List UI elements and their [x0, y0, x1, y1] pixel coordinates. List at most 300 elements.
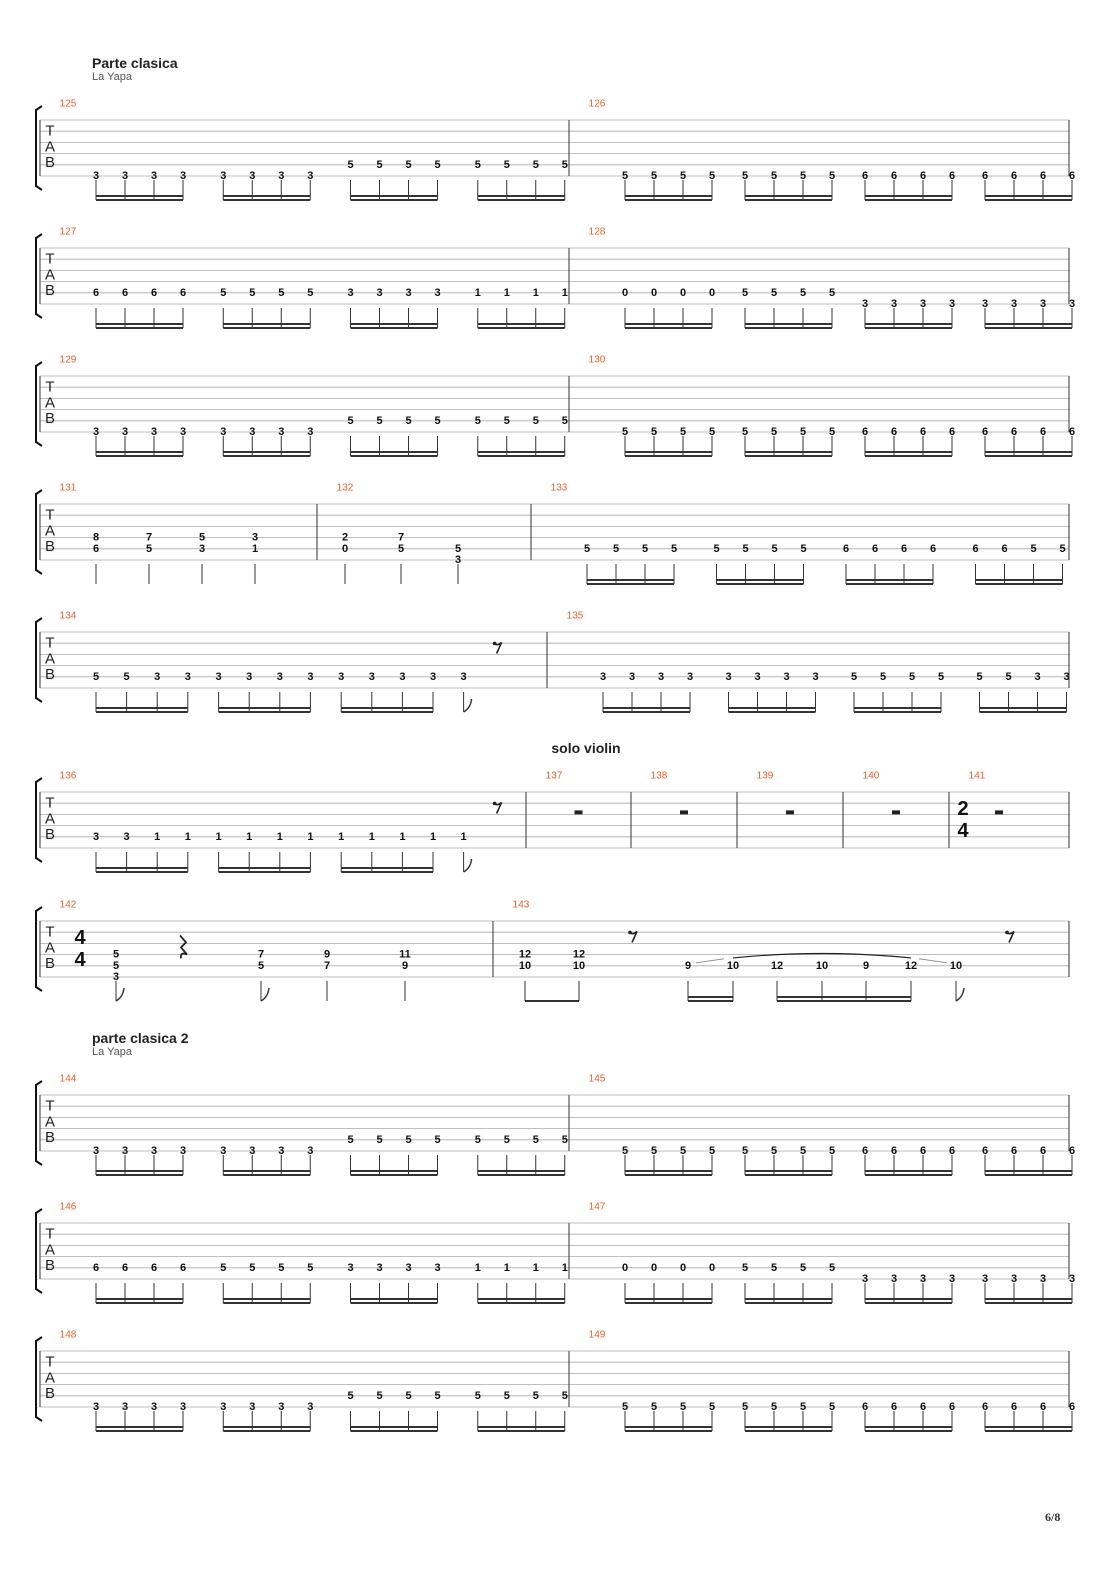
measure-133: [551, 483, 1066, 585]
fret-number: 3: [347, 286, 354, 299]
fret-number: 5: [583, 542, 591, 555]
tab-letter: B: [44, 955, 56, 973]
fret-number: 3: [150, 1145, 158, 1157]
tab-letter: A: [44, 1241, 56, 1259]
measure-number: 145: [588, 1073, 606, 1085]
fret-number: 6: [1010, 1145, 1018, 1157]
fret-number: 3: [123, 830, 130, 843]
fret-number: 3: [399, 670, 406, 683]
fret-number: 3: [249, 170, 256, 182]
tab-letter: T: [45, 923, 55, 941]
section-title: parte clasica 2: [92, 1030, 189, 1046]
fret-number: 5: [828, 1261, 836, 1274]
fret-number: 6: [1010, 1401, 1018, 1413]
fret-number: 3: [92, 426, 100, 438]
fret-number: 5: [850, 670, 858, 683]
fret-number: 5: [503, 1133, 510, 1146]
fret-number: 3: [405, 286, 412, 299]
fret-number: 3: [179, 426, 187, 438]
tab-letter: B: [44, 1129, 56, 1147]
fret-number: 6: [948, 1145, 956, 1157]
fret-number: 1: [307, 830, 314, 843]
tab-letter: A: [44, 522, 56, 540]
fret-number: 5: [976, 670, 983, 683]
measure-126: [589, 99, 1075, 201]
fret-number: 5: [376, 158, 383, 171]
fret-number: 3: [429, 670, 437, 683]
fret-number: 3: [198, 542, 206, 555]
fret-number: 5: [741, 170, 749, 182]
fret-number: 3: [1068, 1273, 1076, 1285]
tab-letter: A: [44, 1369, 56, 1387]
fret-number: 1: [154, 830, 161, 843]
fret-number: 10: [726, 959, 740, 972]
tab-system: [36, 483, 1069, 585]
fret-number: 6: [1039, 170, 1047, 182]
fret-number: 6: [948, 170, 956, 182]
fret-number: 5: [474, 1389, 481, 1402]
fret-number: 5: [405, 1389, 412, 1402]
fret-number: 5: [799, 426, 807, 438]
fret-number: 5: [679, 1145, 687, 1157]
fret-number: 5: [713, 542, 720, 555]
fret-number: 5: [474, 158, 481, 171]
fret-number: 3: [249, 1401, 256, 1413]
fret-number: 5: [532, 1389, 539, 1402]
fret-number: 6: [890, 170, 898, 182]
fret-number: 6: [919, 426, 927, 438]
fret-number: 5: [198, 531, 206, 544]
measure-number: 130: [588, 354, 606, 366]
tab-system: [36, 1330, 1075, 1432]
fret-number: 3: [179, 1401, 187, 1413]
fret-number: 1: [561, 1261, 568, 1274]
fret-number: 3: [405, 1261, 412, 1274]
fret-number: 3: [112, 971, 120, 983]
fret-number: 6: [981, 426, 989, 438]
half-rest: [995, 810, 1003, 814]
measure-number: 146: [59, 1201, 77, 1213]
fret-number: 6: [919, 1401, 927, 1413]
fret-number: 5: [376, 1133, 383, 1146]
fret-number: 3: [179, 170, 187, 182]
fret-number: 3: [1034, 670, 1041, 683]
fret-number: 5: [561, 414, 568, 427]
fret-number: 5: [828, 1401, 836, 1413]
fret-number: 6: [919, 1145, 927, 1157]
measure-number: 142: [59, 899, 77, 911]
fret-number: 10: [518, 959, 532, 972]
system-bracket: [36, 907, 42, 991]
measure-number: 144: [59, 1073, 77, 1085]
fret-number: 2: [341, 531, 349, 544]
fret-number: 6: [861, 1145, 869, 1157]
system-bracket: [36, 234, 42, 318]
measure-129: [60, 355, 568, 457]
fret-number: 1: [474, 1261, 481, 1274]
fret-number: 7: [323, 959, 331, 972]
fret-number: 5: [397, 542, 405, 555]
measure-135: [567, 611, 1070, 713]
fret-number: 6: [92, 542, 100, 555]
fret-number: 6: [179, 286, 187, 299]
fret-number: 5: [770, 426, 778, 438]
fret-number: 5: [278, 1261, 285, 1274]
fret-number: 5: [650, 1145, 658, 1157]
system-bracket: [36, 490, 42, 574]
fret-number: 5: [770, 170, 778, 182]
fret-number: 3: [184, 670, 191, 683]
fret-number: 3: [434, 1261, 441, 1274]
fret-number: 3: [121, 1401, 129, 1413]
tab-letter: T: [45, 250, 55, 268]
half-rest: [892, 810, 900, 814]
fret-number: 5: [503, 414, 510, 427]
fret-number: 5: [708, 1401, 716, 1413]
fret-number: 3: [307, 426, 314, 438]
fret-number: 3: [1039, 1273, 1047, 1285]
fret-number: 3: [725, 670, 732, 683]
fret-number: 5: [800, 542, 807, 555]
half-rest: [575, 810, 583, 814]
fret-number: 3: [338, 670, 345, 683]
fret-number: 3: [599, 670, 607, 683]
eighth-rest-dot: [493, 802, 497, 806]
section-artist: La Yapa: [92, 71, 132, 83]
fret-number: 3: [460, 670, 467, 683]
measure-number: 143: [512, 899, 530, 911]
fret-number: 9: [862, 959, 870, 972]
fret-number: 5: [405, 414, 412, 427]
fret-number: 6: [121, 1261, 129, 1274]
fret-number: 6: [861, 170, 869, 182]
fret-number: 5: [123, 670, 130, 683]
fret-number: 5: [742, 542, 749, 555]
fret-number: 5: [770, 1261, 778, 1274]
fret-number: 6: [948, 426, 956, 438]
tab-letter: T: [45, 634, 55, 652]
fret-number: 5: [561, 1389, 568, 1402]
fret-number: 5: [770, 1145, 778, 1157]
measure-148: [60, 1330, 568, 1432]
fret-number: 1: [338, 830, 345, 843]
fret-number: 1: [503, 1261, 510, 1274]
fret-number: 3: [981, 1273, 989, 1285]
note-flag: [464, 859, 472, 872]
measure-number: 127: [59, 226, 77, 238]
tab-letter: B: [44, 410, 56, 428]
fret-number: 6: [981, 170, 989, 182]
fret-number: 6: [1068, 1401, 1076, 1413]
fret-number: 5: [92, 670, 100, 683]
fret-number: 5: [220, 286, 227, 299]
fret-number: 3: [220, 170, 227, 182]
fret-number: 5: [434, 158, 441, 171]
fret-number: 0: [679, 286, 687, 299]
fret-number: 5: [220, 1261, 227, 1274]
measure-127: [60, 227, 568, 329]
note-flag: [464, 699, 472, 712]
tab-system: [36, 355, 1075, 457]
fret-number: 5: [770, 286, 778, 299]
tab-letter: T: [45, 794, 55, 812]
slide-line: [919, 959, 947, 963]
fret-number: 6: [1068, 1145, 1076, 1157]
fret-number: 5: [708, 426, 716, 438]
fret-number: 3: [179, 1145, 187, 1157]
fret-number: 5: [828, 1145, 836, 1157]
fret-number: 0: [621, 1261, 629, 1274]
fret-number: 5: [799, 1261, 807, 1274]
fret-number: 6: [1039, 1145, 1047, 1157]
fret-number: 3: [948, 298, 956, 310]
fret-number: 5: [650, 426, 658, 438]
fret-number: 3: [307, 670, 314, 683]
measure-149: [589, 1330, 1075, 1432]
fret-number: 3: [307, 170, 314, 182]
measure-number: 125: [59, 98, 77, 110]
system-bracket: [36, 106, 42, 190]
fret-number: 10: [949, 959, 963, 972]
tab-letter: B: [44, 154, 56, 172]
tab-letter: T: [45, 1353, 55, 1371]
fret-number: 1: [246, 830, 253, 843]
fret-number: 3: [249, 426, 256, 438]
fret-number: 6: [121, 286, 129, 299]
fret-number: 1: [368, 830, 375, 843]
fret-number: 5: [1005, 670, 1012, 683]
fret-number: 5: [641, 542, 649, 555]
fret-number: 3: [92, 830, 100, 843]
fret-number: 3: [278, 426, 285, 438]
half-rest: [786, 810, 794, 814]
fret-number: 3: [783, 670, 790, 683]
fret-number: 5: [347, 158, 354, 171]
measure-145: [589, 1074, 1075, 1176]
tab-letter: A: [44, 939, 56, 957]
fret-number: 3: [1010, 1273, 1018, 1285]
fret-number: 1: [561, 286, 568, 299]
fret-number: 5: [937, 670, 945, 683]
fret-number: 5: [670, 542, 678, 555]
fret-number: 6: [871, 542, 879, 555]
measure-number: 137: [545, 770, 563, 782]
tab-system: [36, 1074, 1075, 1176]
fret-number: 3: [948, 1273, 956, 1285]
measure-131: [60, 483, 258, 585]
fret-number: 6: [981, 1401, 989, 1413]
fret-number: 12: [572, 948, 586, 961]
fret-number: 7: [145, 531, 153, 544]
tab-letter: B: [44, 666, 56, 684]
note-flag: [261, 988, 269, 1001]
fret-number: 5: [532, 1133, 539, 1146]
tab-letter: A: [44, 1113, 56, 1131]
fret-number: 5: [741, 1401, 749, 1413]
fret-number: 0: [341, 542, 349, 555]
fret-number: 5: [307, 1261, 314, 1274]
tab-letter: B: [44, 1385, 56, 1403]
measure-number: 134: [59, 610, 77, 622]
fret-number: 5: [799, 1401, 807, 1413]
fret-number: 6: [1010, 170, 1018, 182]
fret-number: 3: [307, 1401, 314, 1413]
measure-146: [60, 1202, 568, 1304]
fret-number: 0: [708, 286, 716, 299]
eighth-rest-dot: [493, 642, 497, 646]
fret-number: 3: [434, 286, 441, 299]
note-flag: [116, 988, 124, 1001]
fret-number: 3: [154, 670, 161, 683]
fret-number: 5: [434, 1389, 441, 1402]
tab-system: [36, 771, 1069, 873]
measure-number: 132: [336, 482, 354, 494]
fret-number: 11: [399, 948, 411, 961]
measure-number: 128: [588, 226, 606, 238]
fret-number: 3: [1063, 670, 1070, 683]
tab-system: [36, 99, 1075, 201]
fret-number: 5: [474, 414, 481, 427]
fret-number: 3: [249, 1145, 256, 1157]
fret-number: 3: [150, 426, 158, 438]
time-sig-top: 4: [74, 926, 86, 949]
fret-number: 5: [112, 948, 120, 961]
system-bracket: [36, 362, 42, 446]
measure-number: 141: [968, 770, 986, 782]
measure-143: [513, 900, 1014, 1002]
fret-number: 6: [981, 1145, 989, 1157]
fret-number: 1: [215, 830, 222, 843]
fret-number: 5: [434, 1133, 441, 1146]
section-artist: La Yapa: [92, 1046, 132, 1058]
fret-number: 3: [919, 1273, 927, 1285]
eighth-rest-dot: [628, 931, 632, 935]
fret-number: 6: [92, 1261, 100, 1274]
fret-number: 6: [1068, 170, 1076, 182]
tab-letter: T: [45, 122, 55, 140]
fret-number: 6: [948, 1401, 956, 1413]
fret-number: 5: [828, 170, 836, 182]
fret-number: 5: [249, 286, 256, 299]
fret-number: 3: [1039, 298, 1047, 310]
tab-letter: A: [44, 394, 56, 412]
tab-letter: B: [44, 538, 56, 556]
measure-number: 136: [59, 770, 77, 782]
fret-number: 5: [347, 1389, 354, 1402]
fret-number: 5: [828, 286, 836, 299]
fret-number: 0: [708, 1261, 716, 1274]
section-title: Parte clasica: [92, 55, 178, 71]
system-bracket: [36, 1337, 42, 1421]
fret-number: 1: [460, 830, 467, 843]
fret-number: 5: [454, 542, 462, 555]
fret-number: 3: [376, 286, 383, 299]
fret-number: 5: [561, 158, 568, 171]
measure-number: 135: [566, 610, 584, 622]
fret-number: 3: [1010, 298, 1018, 310]
measure-138: [651, 771, 688, 815]
fret-number: 5: [799, 170, 807, 182]
fret-number: 1: [276, 830, 283, 843]
fret-number: 1: [429, 830, 437, 843]
fret-number: 5: [708, 1145, 716, 1157]
fret-number: 3: [220, 1145, 227, 1157]
fret-number: 6: [861, 1401, 869, 1413]
fret-number: 6: [179, 1261, 187, 1274]
measure-144: [60, 1074, 568, 1176]
page-number: 6/8: [1045, 1510, 1061, 1524]
slur: [733, 953, 911, 957]
measure-number: 131: [59, 482, 77, 494]
fret-number: 3: [890, 1273, 898, 1285]
tab-letter: A: [44, 138, 56, 156]
measure-140: [863, 771, 900, 815]
fret-number: 5: [771, 542, 778, 555]
fret-number: 3: [812, 670, 819, 683]
fret-number: 3: [861, 298, 869, 310]
fret-number: 3: [220, 426, 227, 438]
fret-number: 3: [347, 1261, 354, 1274]
tab-letter: B: [44, 282, 56, 300]
fret-number: 3: [278, 1401, 285, 1413]
fret-number: 5: [770, 1401, 778, 1413]
fret-number: 6: [842, 542, 850, 555]
system-bracket: [36, 618, 42, 702]
note-flag: [956, 988, 964, 1001]
fret-number: 5: [503, 1389, 510, 1402]
fret-number: 5: [1059, 542, 1066, 555]
fret-number: 5: [376, 1389, 383, 1402]
fret-number: 9: [401, 959, 409, 972]
fret-number: 5: [679, 170, 687, 182]
fret-number: 5: [112, 959, 120, 972]
fret-number: 5: [741, 1261, 749, 1274]
fret-number: 12: [904, 959, 918, 972]
fret-number: 3: [861, 1273, 869, 1285]
fret-number: 5: [257, 959, 265, 972]
fret-number: 5: [799, 1145, 807, 1157]
fret-number: 1: [251, 542, 259, 555]
fret-number: 6: [92, 286, 100, 299]
system-bracket: [36, 1209, 42, 1293]
measure-number: 126: [588, 98, 606, 110]
fret-number: 7: [397, 531, 405, 544]
fret-number: 3: [150, 170, 158, 182]
tab-letter: T: [45, 378, 55, 396]
fret-number: 3: [890, 298, 898, 310]
fret-number: 3: [981, 298, 989, 310]
fret-number: 5: [532, 414, 539, 427]
fret-number: 3: [150, 1401, 158, 1413]
fret-number: 1: [184, 830, 191, 843]
fret-number: 5: [612, 542, 620, 555]
system-bracket: [36, 778, 42, 862]
measure-number: 147: [588, 1201, 606, 1213]
fret-number: 5: [145, 542, 153, 555]
section-title: solo violin: [551, 740, 621, 756]
fret-number: 1: [532, 1261, 539, 1274]
fret-number: 3: [686, 670, 694, 683]
fret-number: 12: [770, 959, 784, 972]
fret-number: 6: [150, 286, 158, 299]
fret-number: 0: [650, 286, 658, 299]
tab-system: [36, 1202, 1075, 1304]
measure-142: [60, 900, 411, 1002]
fret-number: 3: [246, 670, 253, 683]
fret-number: 5: [879, 670, 887, 683]
tab-letter: B: [44, 1257, 56, 1275]
fret-number: 5: [679, 426, 687, 438]
